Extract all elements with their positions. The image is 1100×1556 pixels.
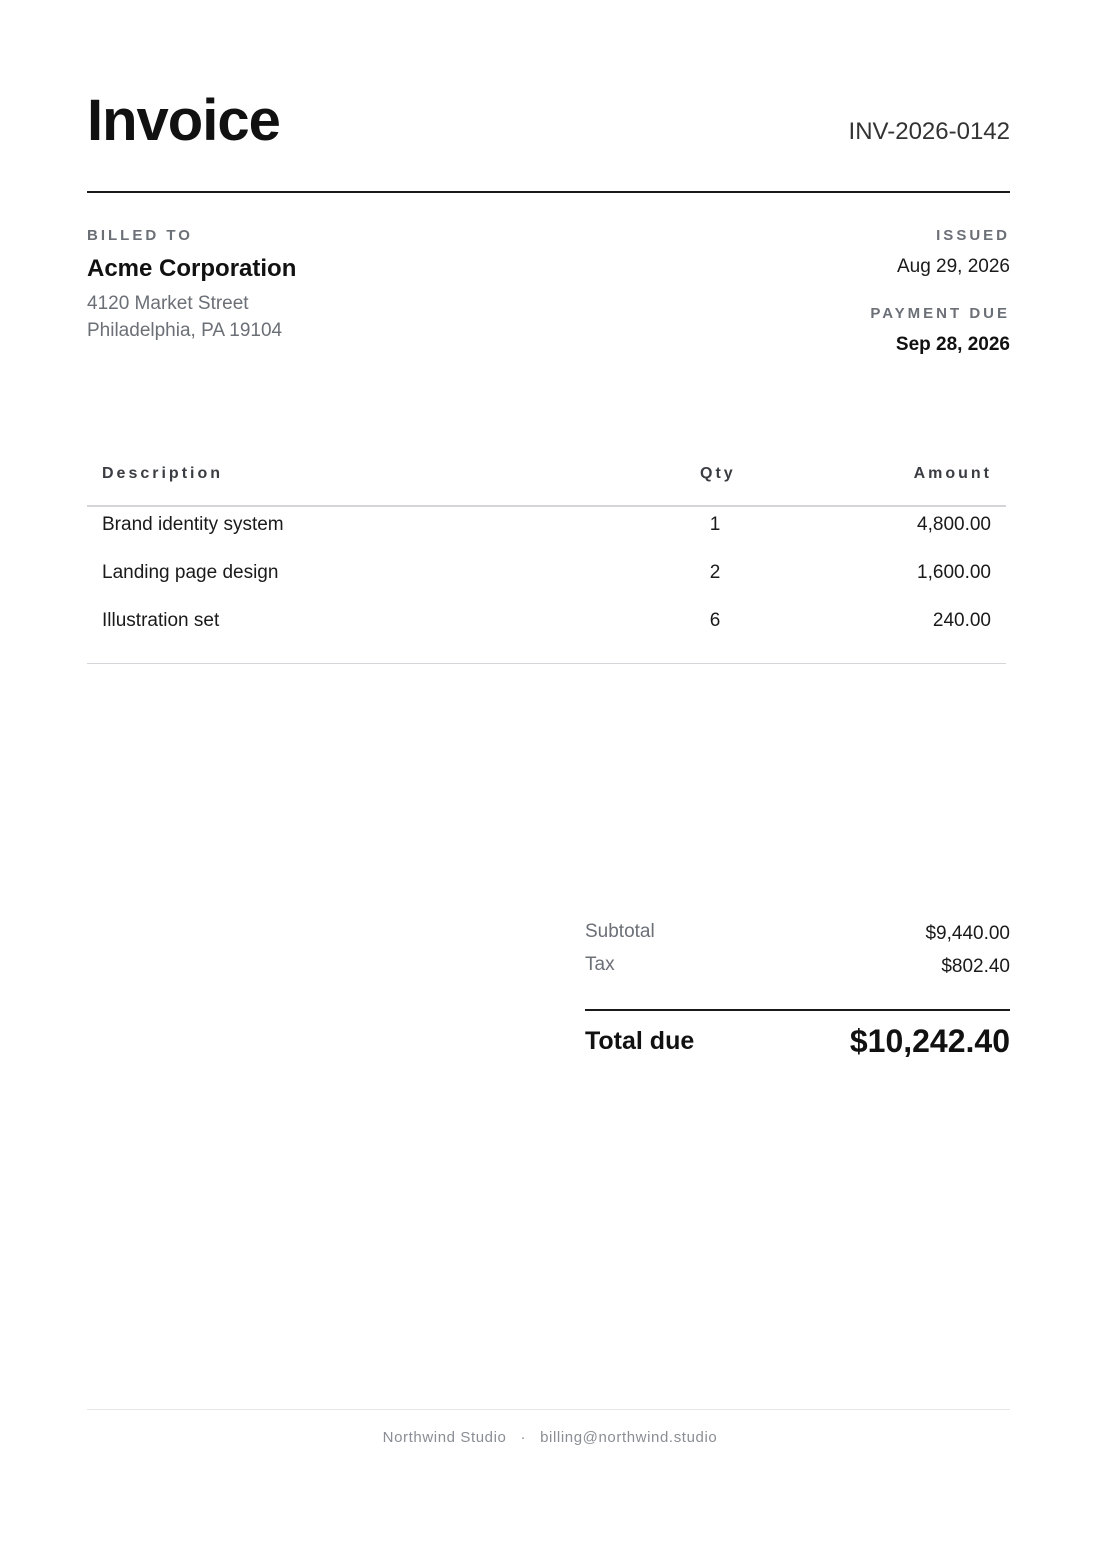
table-row	[87, 507, 1006, 555]
footer-company: Northwind Studio	[382, 1429, 507, 1446]
total-due-value: $10,242.40	[849, 1023, 1010, 1059]
row-description: Illustration set	[102, 610, 220, 631]
row-description: Brand identity system	[102, 514, 284, 535]
table-row	[87, 603, 1006, 651]
client-name: Acme Corporation	[87, 255, 297, 282]
client-address-line2: Philadelphia, PA 19104	[87, 320, 283, 341]
total-due-label: Total due	[585, 1027, 695, 1055]
row-qty: 2	[709, 562, 721, 583]
row-amount: 1,600.00	[917, 562, 991, 583]
issued-label: ISSUED	[936, 227, 1010, 244]
footer	[0, 1428, 1100, 1448]
row-qty: 1	[709, 514, 721, 535]
billed-to-label: BILLED TO	[87, 227, 193, 244]
tax-label: Tax	[585, 954, 615, 975]
row-qty: 6	[709, 610, 721, 631]
footer-divider	[87, 1409, 1010, 1410]
row-amount: 240.00	[932, 610, 991, 631]
totals-divider	[585, 1009, 1010, 1011]
tax-value: $802.40	[941, 956, 1010, 977]
payment-due-date: Sep 28, 2026	[895, 334, 1010, 355]
header-qty: Qty	[700, 465, 736, 482]
table-header	[87, 455, 1006, 507]
row-amount: 4,800.00	[917, 514, 991, 535]
issued-date: Aug 29, 2026	[896, 256, 1010, 277]
subtotal-row	[585, 920, 1010, 953]
line-items-table	[87, 455, 1006, 664]
totals-block	[585, 920, 1010, 1059]
payment-due-label: PAYMENT DUE	[870, 305, 1010, 322]
client-address-line1: 4120 Market Street	[87, 293, 249, 314]
header-description: Description	[102, 465, 224, 482]
subtotal-label: Subtotal	[585, 921, 655, 942]
tax-row	[585, 953, 1010, 986]
row-description: Landing page design	[102, 562, 279, 583]
subtotal-value: $9,440.00	[925, 923, 1010, 944]
page-title: Invoice	[87, 88, 280, 153]
table-body	[87, 507, 1006, 664]
invoice-number: INV-2026-0142	[848, 118, 1010, 145]
table-row	[87, 555, 1006, 603]
header-divider	[87, 191, 1010, 193]
footer-separator: ·	[520, 1429, 527, 1446]
header-amount: Amount	[913, 465, 992, 482]
footer-email: billing@northwind.studio	[540, 1429, 718, 1446]
